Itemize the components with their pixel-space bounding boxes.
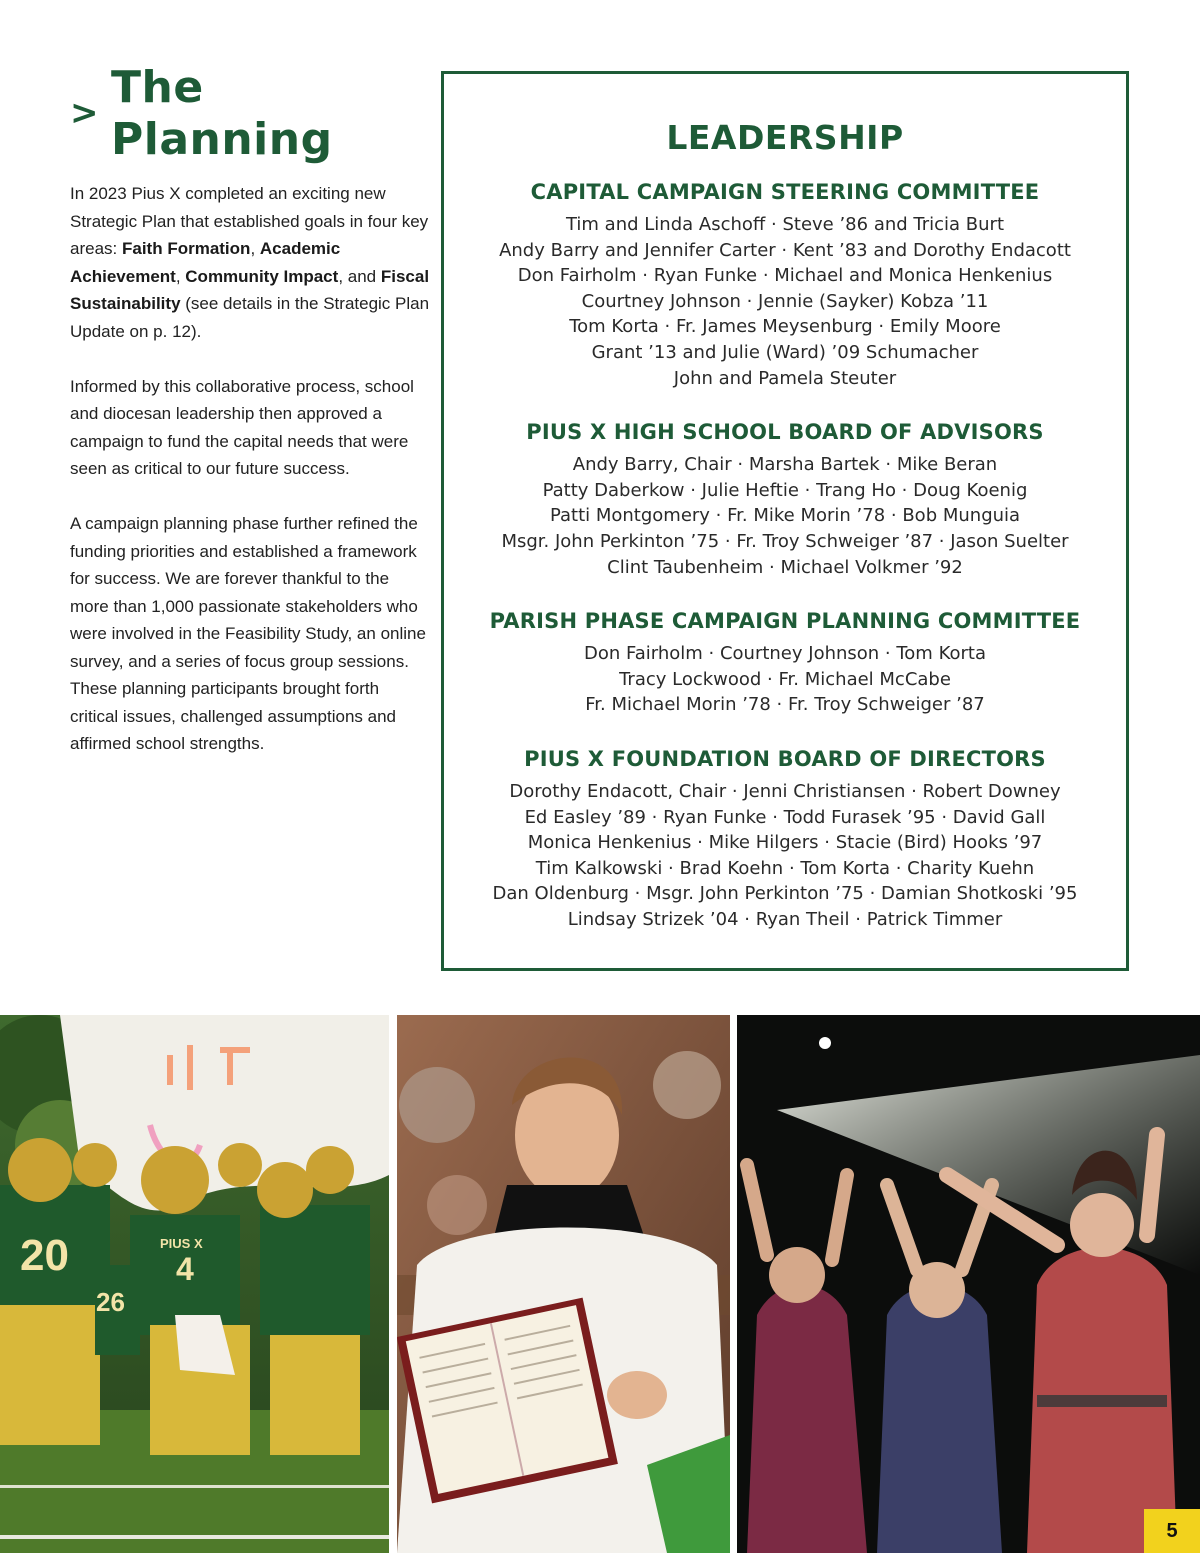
key-area-community-impact: Community Impact (185, 266, 339, 286)
member-line: Tim Kalkowski · Brad Koehn · Tom Korta · Charity Kuehn (535, 857, 1035, 879)
member-line: John and Pamela Steuter (673, 367, 897, 389)
photo-stage-performance (737, 1015, 1200, 1553)
member-line: Tom Korta · Fr. James Meysenburg · Emily Moore (569, 316, 1001, 338)
member-line: Patty Daberkow · Julie Heftie · Trang Ho · Doug Koenig (542, 479, 1028, 501)
committee-title: PIUS X HIGH SCHOOL BOARD OF ADVISORS (526, 420, 1044, 445)
committee-title: CAPITAL CAMPAIGN STEERING COMMITTEE (530, 180, 1040, 204)
section-heading (70, 62, 430, 166)
planning-section (70, 62, 430, 785)
committee-steering (444, 178, 1126, 391)
chevron-right-icon: > (70, 93, 99, 133)
member-line: Monica Henkenius · Mike Hilgers · Stacie (Bird) Hooks ’97 (527, 832, 1043, 854)
committee-board-of-advisors (444, 418, 1126, 580)
member-line: Andy Barry, Chair · Marsha Bartek · Mike Beran (572, 454, 998, 476)
leadership-title: LEADERSHIP (666, 118, 904, 157)
member-line: Courtney Johnson · Jennie (Sayker) Kobza ’11 (581, 290, 989, 312)
member-line: Fr. Michael Morin ’78 · Fr. Troy Schweiger ’87 (585, 694, 985, 716)
member-line: Don Fairholm · Ryan Funke · Michael and Monica Henkenius (517, 265, 1053, 287)
member-line: Dorothy Endacott, Chair · Jenni Christiansen · Robert Downey (509, 780, 1061, 802)
committee-title: PARISH PHASE CAMPAIGN PLANNING COMMITTEE (489, 609, 1081, 634)
jersey-number: 4 (176, 1251, 194, 1287)
member-line: Grant ’13 and Julie (Ward) ’09 Schumacher (591, 341, 979, 363)
member-line: Andy Barry and Jennifer Carter · Kent ’83 and Dorothy Endacott (499, 239, 1071, 261)
committee-foundation-board (444, 745, 1126, 933)
key-area-faith-formation: Faith Formation (121, 239, 251, 258)
member-line: Tracy Lockwood · Fr. Michael McCabe (619, 668, 951, 690)
jersey-number: 20 (20, 1231, 69, 1280)
committee-title: PIUS X FOUNDATION BOARD OF DIRECTORS (524, 746, 1046, 771)
member-line: Lindsay Strizek ’04 · Ryan Theil · Patrick Timmer (567, 908, 1003, 930)
member-line: Patti Montgomery · Fr. Mike Morin ’78 · Bob Munguia (549, 505, 1021, 527)
leadership-box (441, 71, 1129, 971)
key-area-academic-achievement: Academic Achievement (70, 239, 341, 286)
jersey-number: 26 (96, 1287, 125, 1317)
jersey-chest-text: PIUS X (160, 1236, 203, 1251)
member-line: Don Fairholm · Courtney Johnson · Tom Korta (584, 643, 986, 665)
photo-altar-server (397, 1015, 730, 1553)
member-line: Tim and Linda Aschoff · Steve ’86 and Tricia Burt (565, 214, 1005, 235)
member-line: Ed Easley ’89 · Ryan Funke · Todd Furasek ’95 · David Gall (524, 806, 1046, 828)
planning-body (70, 180, 430, 758)
page-number-badge: 5 (1144, 1509, 1200, 1553)
section-title-text: The Planning (111, 62, 333, 165)
committee-parish-phase (444, 607, 1126, 718)
photo-football-team (0, 1015, 389, 1553)
paragraph-campaign-planning: A campaign planning phase further refined the funding priorities and established a framework for success. We are forever thankful to the more than 1,000 passionate stakeholders who were involved in the Feasibility Study, an online survey, and a series of focus group sessions. These planning participants brought forth critical issues, challenged assumptions and affirmed school strengths. (70, 514, 426, 753)
member-line: Msgr. John Perkinton ’75 · Fr. Troy Schweiger ’87 · Jason Suelter (501, 530, 1069, 552)
key-area-fiscal-sustainability: Fiscal Sustainability (70, 266, 430, 313)
paragraph-strategic-plan: In 2023 Pius X completed an exciting new Strategic Plan that established goals in four key areas: Faith Formation, Academic Achievement, Community Impact, and Fiscal Sustainability (see details in the Strategic Plan Update on p. 12). (70, 184, 430, 341)
paragraph-collaborative-process: Informed by this collaborative process, school and diocesan leadership then approved a campaign to fund the capital needs that were seen as critical to our future success. (70, 376, 414, 478)
member-line: Clint Taubenheim · Michael Volkmer ’92 (607, 556, 963, 578)
member-line: Dan Oldenburg · Msgr. John Perkinton ’75 · Damian Shotkoski ’95 (492, 883, 1078, 905)
